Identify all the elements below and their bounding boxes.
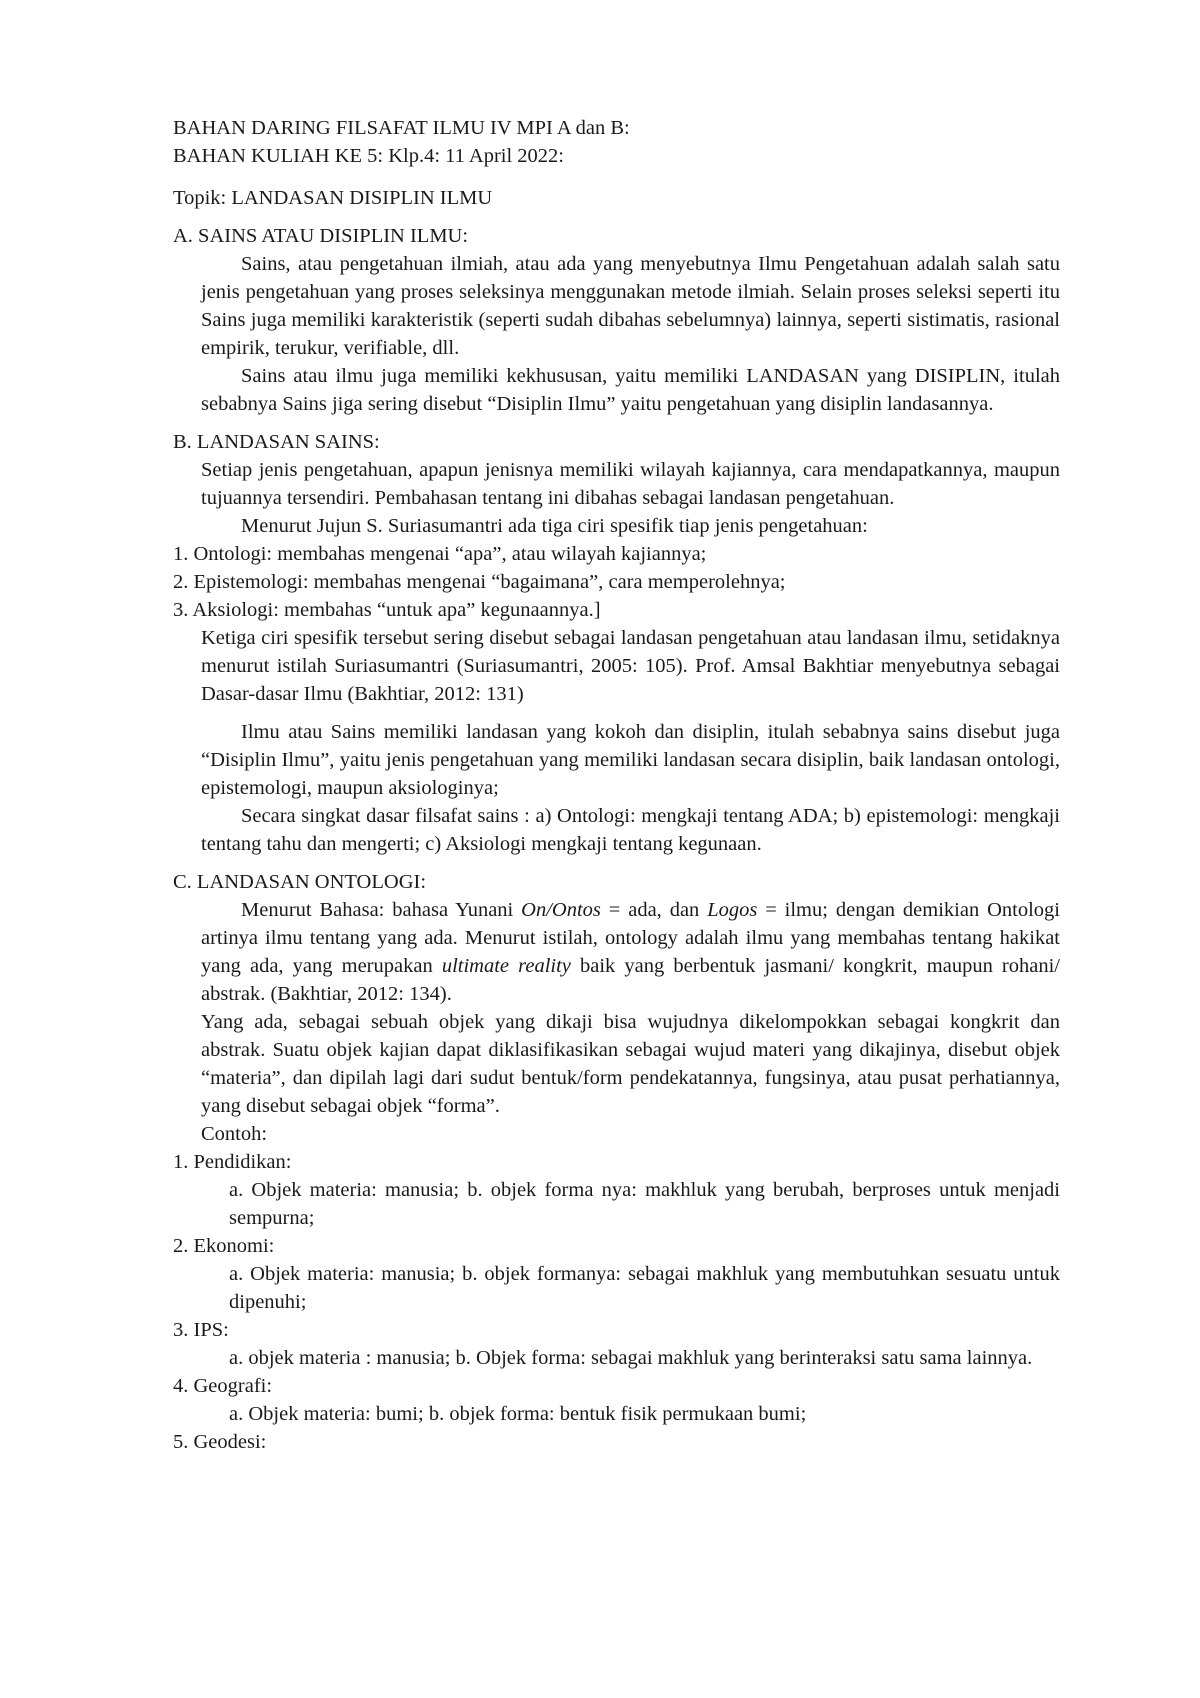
- example-title: 1. Pendidikan:: [173, 1151, 292, 1173]
- section-a-paragraph-2: Sains atau ilmu juga memiliki kekhususan, yaitu memiliki LANDASAN yang DISIPLIN, itulah sebabnya Sains jiga sering disebut “Disiplin Ilmu” yaitu pengetahuan yang disiplin landasannya.: [201, 365, 1060, 415]
- italic-term: Logos: [707, 899, 758, 921]
- italic-term: On/Ontos: [521, 899, 601, 921]
- example-title: 3. IPS:: [173, 1319, 229, 1341]
- section-a-paragraph-1: Sains, atau pengetahuan ilmiah, atau ada yang menyebutnya Ilmu Pengetahuan adalah salah satu jenis pengetahuan yang proses seleksinya menggunakan metode ilmiah. Selain proses seleksi seperti itu Sains juga memiliki karakteristik (seperti sudah dibahas sebelumnya) lainnya, seperti sistimatis, rasional empirik, terukur, verifiable, dll.: [201, 253, 1060, 359]
- section-c-paragraph-2: Yang ada, sebagai sebuah objek yang dikaji bisa wujudnya dikelompokkan sebagai kongkrit dan abstrak. Suatu objek kajian dapat diklasifikasikan sebagai wujud materi yang dikajinya, disebut objek “materia”, dan dipilah lagi dari sudut bentuk/form pendekatannya, fungsinya, atau pusat perhatiannya, yang disebut sebagai objek “forma”.: [201, 1011, 1060, 1117]
- text-run: = ilmu; dengan demikian Ontologi artinya ilmu tentang yang ada. Menurut istilah, ontology adalah ilmu yang membahas tentang hakikat yang ada, yang merupakan: [201, 899, 1060, 977]
- section-b-paragraph-2: Menurut Jujun S. Suriasumantri ada tiga ciri spesifik tiap jenis pengetahuan:: [241, 515, 868, 537]
- example-title: 4. Geografi:: [173, 1375, 273, 1397]
- text-run: = ada, dan: [600, 899, 708, 921]
- list-item: 3. Aksiologi: membahas “untuk apa” kegunaannya.]: [173, 599, 601, 621]
- example-detail: a. Objek materia: bumi; b. objek forma: bentuk fisik permukaan bumi;: [229, 1403, 807, 1425]
- topic-line: Topik: LANDASAN DISIPLIN ILMU: [173, 187, 493, 209]
- text-run: baik yang berbentuk jasmani/ kongkrit, maupun rohani/ abstrak. (Bakhtiar, 2012: 134).: [201, 955, 1061, 1005]
- italic-term: ultimate reality: [441, 955, 571, 977]
- section-b-heading: B. LANDASAN SAINS:: [173, 431, 380, 453]
- example-title: 2. Ekonomi:: [173, 1235, 275, 1257]
- document-page: [173, 114, 1060, 1456]
- list-item: 1. Ontologi: membahas mengenai “apa”, atau wilayah kajiannya;: [173, 543, 707, 565]
- section-c-paragraph-1: [201, 896, 1060, 1008]
- header-line-1: BAHAN DARING FILSAFAT ILMU IV MPI A dan B:: [173, 117, 630, 139]
- section-b-paragraph-3: Ketiga ciri spesifik tersebut sering disebut sebagai landasan pengetahuan atau landasan ilmu, setidaknya menurut istilah Suriasumantri (Suriasumantri, 2005: 105). Prof. Amsal Bakhtiar menyebutnya sebagai Dasar-dasar Ilmu (Bakhtiar, 2012: 131): [201, 627, 1060, 705]
- example-detail: a. Objek materia: manusia; b. objek formanya: sebagai makhluk yang membutuhkan sesuatu untuk dipenuhi;: [229, 1263, 1060, 1313]
- examples-label: Contoh:: [201, 1123, 268, 1145]
- section-b-paragraph-1: Setiap jenis pengetahuan, apapun jenisnya memiliki wilayah kajiannya, cara mendapatkannya, maupun tujuannya tersendiri. Pembahasan tentang ini dibahas sebagai landasan pengetahuan.: [201, 459, 1060, 509]
- section-c-heading: C. LANDASAN ONTOLOGI:: [173, 871, 427, 893]
- example-detail: a. objek materia : manusia; b. Objek forma: sebagai makhluk yang berinteraksi satu sama lainnya.: [229, 1347, 1033, 1369]
- list-item: 2. Epistemologi: membahas mengenai “bagaimana”, cara memperolehnya;: [173, 571, 786, 593]
- example-detail: a. Objek materia: manusia; b. objek forma nya: makhluk yang berubah, berproses untuk menjadi sempurna;: [229, 1179, 1060, 1229]
- section-b-paragraph-5: Secara singkat dasar filsafat sains : a) Ontologi: mengkaji tentang ADA; b) epistemologi: mengkaji tentang tahu dan mengerti; c) Aksiologi mengkaji tentang kegunaan.: [201, 805, 1060, 855]
- text-run: Menurut Bahasa: bahasa Yunani: [241, 899, 522, 921]
- header-line-2: BAHAN KULIAH KE 5: Klp.4: 11 April 2022:: [173, 145, 565, 167]
- section-b-paragraph-4: Ilmu atau Sains memiliki landasan yang kokoh dan disiplin, itulah sebabnya sains disebut juga “Disiplin Ilmu”, yaitu jenis pengetahuan yang memiliki landasan secara disiplin, baik landasan ontologi, epistemologi, maupun aksiologinya;: [201, 721, 1060, 799]
- section-a-heading: A. SAINS ATAU DISIPLIN ILMU:: [173, 225, 469, 247]
- example-title: 5. Geodesi:: [173, 1431, 267, 1453]
